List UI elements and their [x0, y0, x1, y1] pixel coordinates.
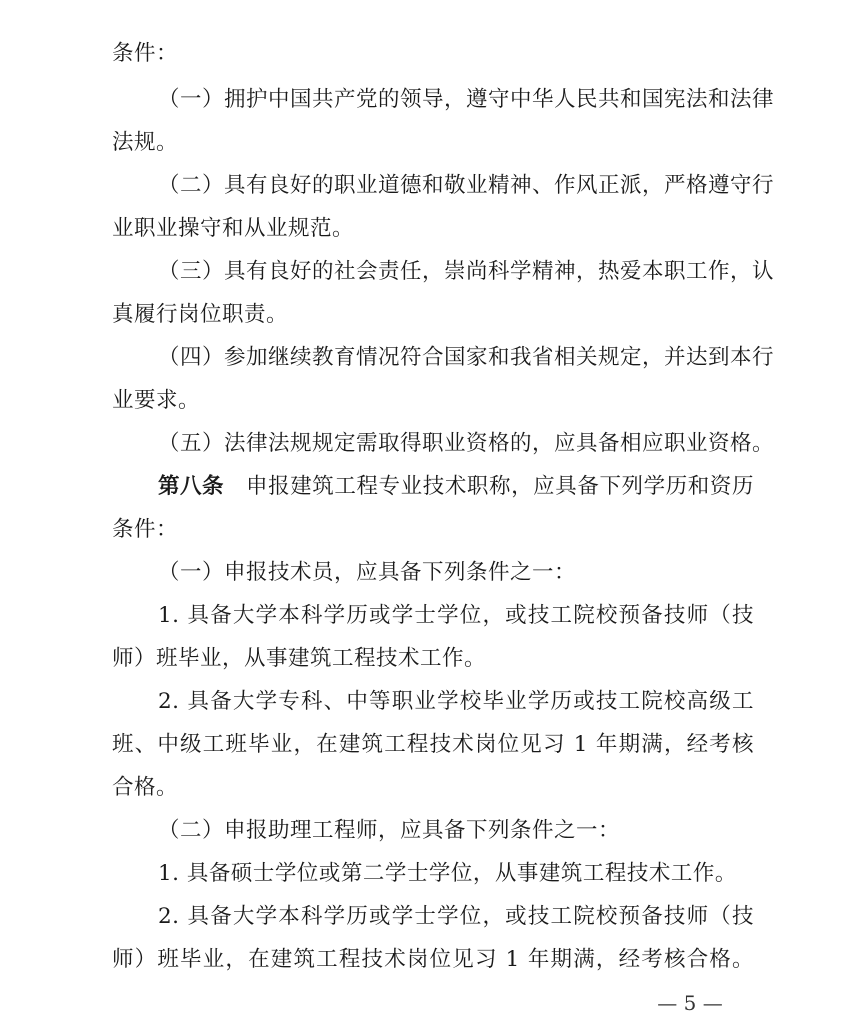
text-line: 法规。 — [112, 130, 179, 155]
text-line: 2. 具备大学专科、中等职业学校毕业学历或技工院校高级工 — [158, 689, 754, 714]
page-number: — 5 — — [657, 991, 723, 1015]
text-line: 班、中级工班毕业，在建筑工程技术岗位见习 1 年期满，经考核 — [112, 732, 754, 757]
text-line: （五）法律法规规定需取得职业资格的，应具备相应职业资格。 — [158, 431, 775, 456]
text-line: （二）具有良好的职业道德和敬业精神、作风正派，严格遵守行 — [158, 173, 775, 198]
article-heading-line — [158, 473, 754, 501]
text-line: （一）拥护中国共产党的领导，遵守中华人民共和国宪法和法律 — [158, 87, 775, 112]
text-line: 1. 具备硕士学位或第二学士学位，从事建筑工程技术工作。 — [158, 861, 737, 886]
text-line: 业职业操守和从业规范。 — [112, 216, 355, 241]
article-number: 第八条 — [158, 474, 225, 499]
article-text: 申报建筑工程专业技术职称，应具备下列学历和资历 — [246, 474, 754, 499]
text-line: （三）具有良好的社会责任，崇尚科学精神，热爱本职工作，认 — [158, 259, 775, 284]
text-line: （四）参加继续教育情况符合国家和我省相关规定，并达到本行 — [158, 345, 775, 370]
text-line: 1. 具备大学本科学历或学士学位，或技工院校预备技师（技 — [158, 603, 754, 628]
text-line: 师）班毕业，在建筑工程技术岗位见习 1 年期满，经考核合格。 — [112, 947, 754, 972]
text-line: 业要求。 — [112, 388, 201, 413]
text-line: （一）申报技术员，应具备下列条件之一： — [158, 560, 577, 585]
text-line: 条件： — [112, 41, 179, 66]
text-line: 2. 具备大学本科学历或学士学位，或技工院校预备技师（技 — [158, 904, 754, 929]
text-line: （二）申报助理工程师，应具备下列条件之一： — [158, 818, 621, 843]
text-line: 条件： — [112, 517, 179, 542]
text-line: 师）班毕业，从事建筑工程技术工作。 — [112, 646, 487, 671]
text-line: 合格。 — [112, 775, 179, 800]
text-line: 真履行岗位职责。 — [112, 302, 289, 327]
